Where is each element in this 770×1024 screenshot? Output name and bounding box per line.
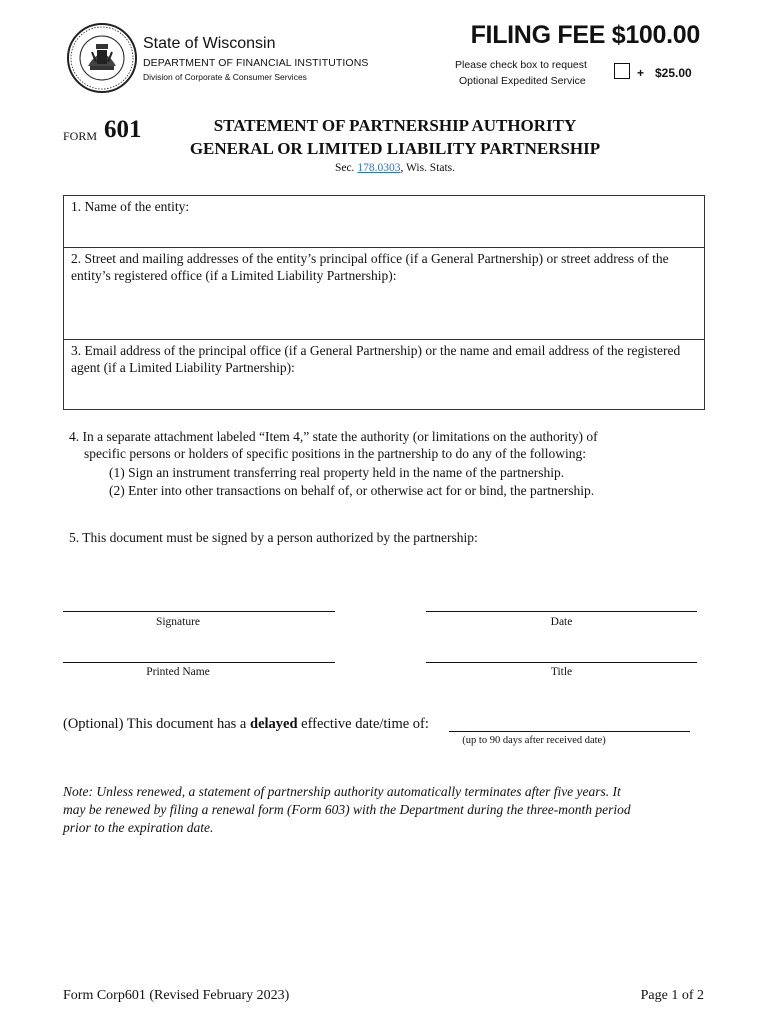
entity-name-label: 1. Name of the entity: — [71, 199, 190, 214]
email-agent-field[interactable] — [64, 340, 704, 410]
state-seal-icon — [66, 22, 138, 94]
item4-subitem-1: (1) Sign an instrument transferring real property held in the name of the partnership. — [109, 465, 565, 480]
state-name: State of Wisconsin — [143, 35, 276, 52]
entity-fields-box — [63, 195, 705, 410]
printed-name-label: Printed Name — [146, 666, 210, 678]
email-agent-label: 3. Email address of the principal office (if a General Partnership) or the name and email address of the registered agent (if a Limited Liability Partnership): — [71, 343, 681, 375]
item5-text: 5. This document must be signed by a person authorized by the partnership: — [69, 530, 478, 545]
optional-delayed-date-text — [63, 716, 429, 733]
optional-emphasis: delayed — [250, 716, 298, 732]
date-label: Date — [550, 616, 573, 628]
statute-reference — [0, 162, 770, 174]
statute-prefix: Sec. — [334, 162, 358, 174]
title-label: Title — [550, 666, 573, 678]
department-name: DEPARTMENT OF FINANCIAL INSTITUTIONS — [143, 57, 369, 69]
item4-text-line2: specific persons or holders of specific positions in the partnership to do any of the following: — [84, 446, 587, 461]
expedite-checkbox[interactable] — [614, 63, 630, 79]
form-title-line2: GENERAL OR LIMITED LIABILITY PARTNERSHIP — [189, 139, 601, 158]
form-word: FORM — [63, 129, 98, 143]
expedite-plus: + — [637, 66, 645, 80]
filing-fee: FILING FEE $100.00 — [470, 21, 700, 49]
form-number: 601 — [104, 116, 142, 143]
date-line[interactable] — [426, 611, 697, 612]
expedite-instruction: Please check box to request — [455, 59, 587, 71]
optional-prefix: (Optional) This document has a — [63, 716, 250, 732]
delayed-date-note: (up to 90 days after received date) — [462, 735, 606, 746]
renewal-note-line2: may be renewed by filing a renewal form (Form 603) with the Department during the three-month period — [63, 802, 631, 817]
statute-suffix: , Wis. Stats. — [400, 162, 456, 174]
signature-label: Signature — [155, 616, 201, 628]
optional-suffix: effective date/time of: — [297, 716, 429, 732]
office-address-label: 2. Street and mailing addresses of the entity’s principal office (if a General Partnership) or street address of the entity’s registered office (if a Limited Liability Partnership): — [71, 251, 669, 283]
title-line[interactable] — [426, 662, 697, 663]
signature-line[interactable] — [63, 611, 335, 612]
page-number: Page 1 of 2 — [640, 988, 704, 1003]
form-revision: Form Corp601 (Revised February 2023) — [63, 988, 290, 1003]
item4-subitem-2: (2) Enter into other transactions on behalf of, or otherwise act for or bind, the partnership. — [109, 483, 595, 498]
entity-name-field[interactable] — [64, 196, 704, 248]
division-name: Division of Corporate & Consumer Services — [143, 72, 307, 82]
expedite-service-label: Optional Expedited Service — [459, 75, 586, 87]
statute-link[interactable]: 178.0303 — [357, 162, 401, 174]
form-title-line1: STATEMENT OF PARTNERSHIP AUTHORITY — [213, 116, 577, 135]
delayed-date-line[interactable] — [449, 731, 690, 732]
renewal-note-line3: prior to the expiration date. — [63, 820, 214, 835]
expedite-fee: $25.00 — [655, 66, 692, 80]
renewal-note-line1: Note: Unless renewed, a statement of partnership authority automatically terminates after five years. It — [63, 784, 621, 799]
printed-name-line[interactable] — [63, 662, 335, 663]
office-address-field[interactable] — [64, 248, 704, 340]
item4-text-line1: 4. In a separate attachment labeled “Item 4,” state the authority (or limitations on the authority) of — [69, 429, 598, 444]
